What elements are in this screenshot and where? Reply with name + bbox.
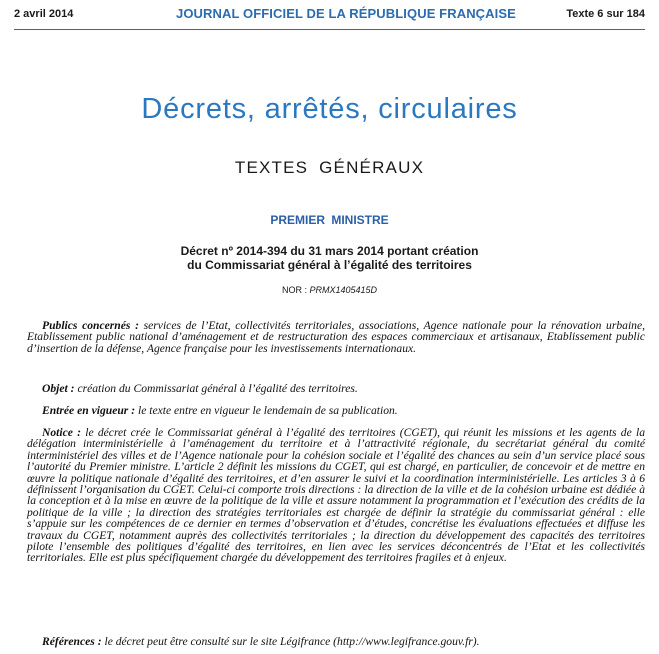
decree-title [0,244,659,272]
publics-text: services de l’Etat, collectivités territoriales, associations, Agence nationale pour la rénovation urbaine, Etablissement public national d’aménagement et de restructuration des espaces commerciaux et artisanaux, Etablissement public d’insertion de la défense, Agence française pour les investissements internationaux. [27,319,646,355]
paragraph-publics [27,320,645,354]
paragraph-entree [27,405,645,416]
journal-title: JOURNAL OFFICIEL DE LA RÉPUBLIQUE FRANÇAISE [176,6,516,21]
text-counter: Texte 6 sur 184 [566,8,645,20]
decree-title-line-1: Décret nº 2014-394 du 31 mars 2014 portant création [180,244,479,258]
paragraph-references [27,636,645,647]
ministry-heading: PREMIER MINISTRE [270,213,389,227]
page-header [0,0,659,30]
nor-reference [0,285,659,295]
section-title: Décrets, arrêtés, circulaires [141,93,518,125]
notice-text: le décret crée le Commissariat général à l’égalité des territoires (CGET), qui réunit les missions et les agents de la délégation interministérielle à l’aménagement du territoire et à l’attractivité régionale, du secrétariat général du comité interministériel des villes et de l’Agence nationale pour la cohésion sociale et l’égalité des chances au sein d’un service placé sous l’autorité du Premier ministre. L’article 2 définit les missions du CGET, qui est chargé, en particulier, de concevoir et de mettre en œuvre la politique nationale d’égalité des territoires, et d’en assurer le suivi et la coordination interministérielle. Les articles 3 à 6 définissent l’organisation du CGET. Celui-ci comporte trois directions : la direction de la ville et de la cohésion urbaine est dédiée à la conception et à la mise en œuvre de la politique de la ville et assure notamment la programmation et l’exécution des crédits de la politique de la ville ; la direction des stratégies territoriales est chargée de définir la stratégie du commissariat général : elle s’appuie sur les compétences de ce dernier en termes d’observation et d’études, concrétise les évaluations effectuées et diffuse les travaux du CGET, notamment auprès des collectivités territoriales ; la direction du développement des capacités des territoires pilote l’ensemble des politiques d’égalité des territoires, en lien avec les services déconcentrés de l’Etat et les collectivités territoriales. Elle est plus spécifiquement chargée du développement des territoires fragiles et à enjeux. [27,426,646,565]
objet-text: création du Commissariat général à l’égalité des territoires. [77,382,358,395]
references-text: le décret peut être consulté sur le site Légifrance (http://www.legifrance.gouv.fr). [104,635,480,648]
paragraph-objet [27,383,645,394]
paragraph-notice [27,427,645,564]
sub-section-title: TEXTES GÉNÉRAUX [234,158,425,177]
entree-text: le texte entre en vigueur le lendemain de sa publication. [137,404,398,417]
decree-title-line-2: du Commissariat général à l’égalité des territoires [187,258,472,272]
references-label: Références : [42,635,102,648]
nor-label: NOR : [281,285,307,295]
header-divider [14,29,645,30]
entree-label: Entrée en vigueur : [42,404,136,417]
notice-label: Notice : [42,426,82,439]
publics-label: Publics concernés : [42,319,139,332]
nor-code: PRMX1405415D [309,285,378,295]
objet-label: Objet : [42,382,75,395]
publication-date: 2 avril 2014 [14,8,74,20]
